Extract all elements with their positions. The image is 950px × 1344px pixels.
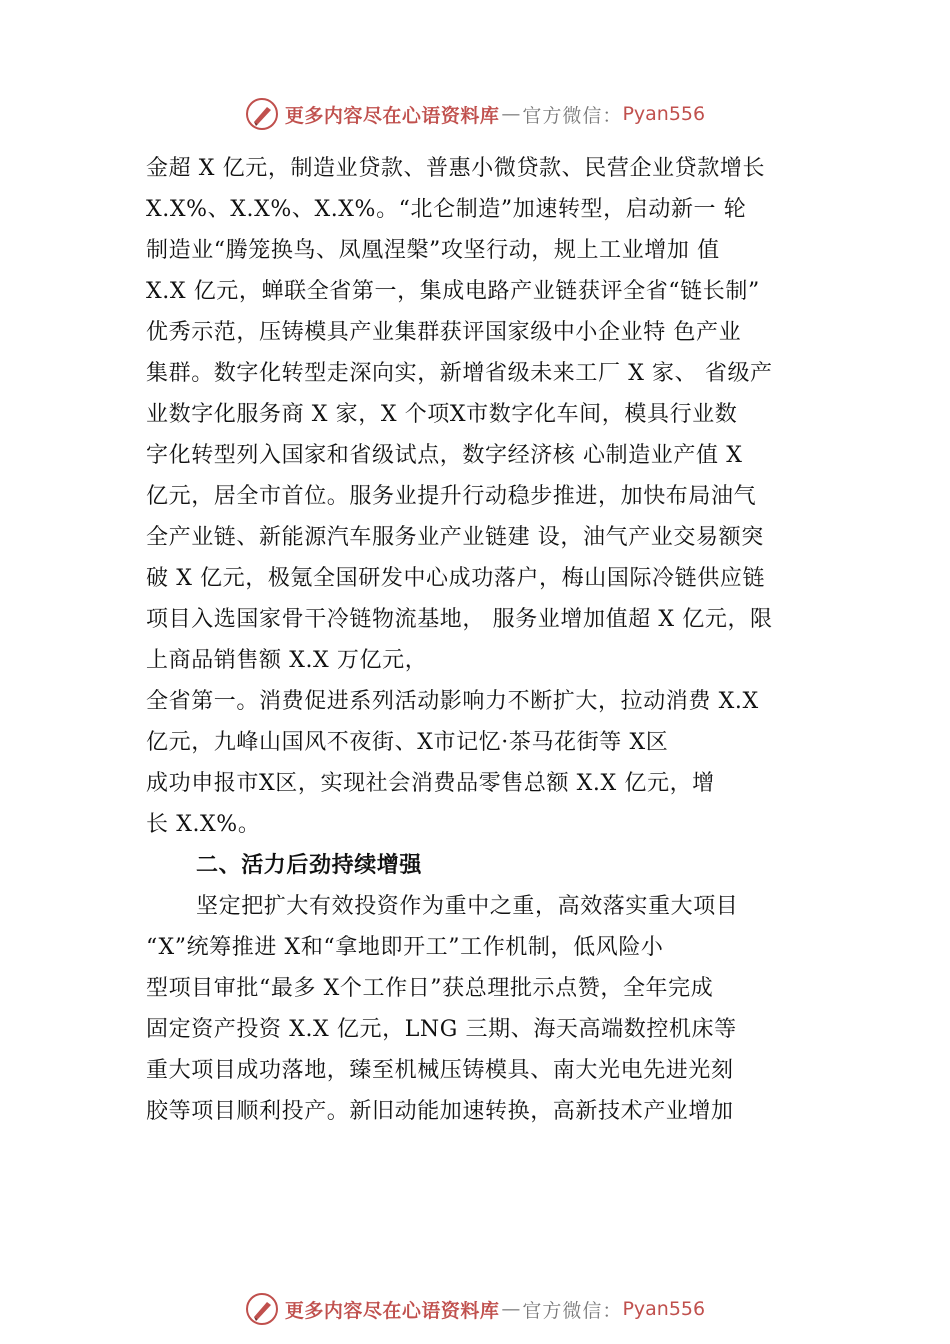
header-banner [0, 94, 950, 134]
body-line: 重大项目成功落地，臻至机械压铸模具、南大光电先进光刻 [146, 1058, 734, 1083]
body-line: 成功申报市X区，实现社会消费品零售总额 X.X 亿元，增 [146, 771, 715, 796]
body-line: 坚定把扩大有效投资作为重中之重，高效落实重大项目 [196, 894, 739, 919]
body-line: “X”统筹推进 X和“拿地即开工”工作机制，低风险小 [146, 935, 664, 960]
document-body [146, 148, 846, 1132]
body-line: 业数字化服务商 X 家，X 个项X市数字化车间，模具行业数 [146, 402, 738, 427]
body-line: 优秀示范，压铸模具产业集群获评国家级中小企业特 色产业 [146, 320, 742, 345]
banner-wechat-id: Pyan556 [622, 1298, 706, 1320]
banner-separator: — [501, 103, 521, 125]
banner-wechat-id: Pyan556 [622, 103, 706, 125]
banner-separator: — [501, 1298, 521, 1320]
banner-wechat-label: 官方微信： [522, 104, 623, 127]
banner-wechat-label: 官方微信： [522, 1299, 623, 1322]
body-line: X.X%、X.X%、X.X%。“北仑制造”加速转型，启动新一 轮 [146, 197, 747, 222]
banner-brand: 更多内容尽在心语资料库 [284, 1299, 500, 1322]
body-line: 长 X.X%。 [146, 812, 261, 837]
body-line: 金超 X 亿元，制造业贷款、普惠小微贷款、民营企业贷款增长 [146, 156, 766, 181]
section-heading: 二、活力后劲持续增强 [196, 853, 423, 878]
body-line: 亿元，九峰山国风不夜街、X市记忆·茶马花街等 X区 [146, 730, 669, 755]
body-line: 破 X 亿元，极氪全国研发中心成功落户，梅山国际冷链供应链 [146, 566, 766, 591]
body-line: 集群。数字化转型走深向实，新增省级未来工厂 X 家、 省级产 [146, 361, 773, 386]
pen-logo-icon [245, 97, 279, 131]
body-line: 亿元，居全市首位。服务业提升行动稳步推进，加快布局油气 [146, 484, 757, 509]
body-line: 全省第一。消费促进系列活动影响力不断扩大，拉动消费 X.X [146, 689, 759, 714]
body-line: X.X 亿元，蝉联全省第一，集成电路产业链获评全省“链长制” [146, 279, 760, 304]
banner-brand: 更多内容尽在心语资料库 [284, 104, 500, 127]
body-line: 项目入选国家骨干冷链物流基地， 服务业增加值超 X 亿元，限 [146, 607, 773, 632]
body-line: 全产业链、新能源汽车服务业产业链建 设，油气产业交易额突 [146, 525, 764, 550]
body-line: 上商品销售额 X.X 万亿元， [146, 648, 428, 673]
body-line: 制造业“腾笼换鸟、凤凰涅槃”攻坚行动，规上工业增加 值 [146, 238, 720, 263]
footer-banner [0, 1289, 950, 1329]
pen-logo-icon [245, 1292, 279, 1326]
body-line: 型项目审批“最多 X个工作日”获总理批示点赞，全年完成 [146, 976, 714, 1001]
body-line: 字化转型列入国家和省级试点，数字经济核 心制造业产值 X [146, 443, 743, 468]
body-line: 胶等项目顺利投产。新旧动能加速转换，高新技术产业增加 [146, 1099, 734, 1124]
body-line: 固定资产投资 X.X 亿元，LNG 三期、海天高端数控机床等 [146, 1017, 737, 1042]
